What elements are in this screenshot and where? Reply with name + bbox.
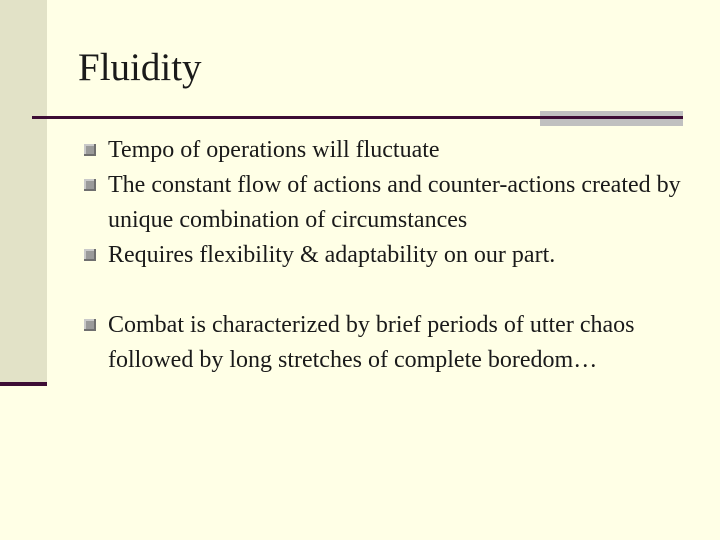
slide-title: Fluidity — [78, 46, 202, 89]
square-bullet-icon — [84, 249, 96, 261]
title-divider-accent-line — [540, 116, 683, 119]
square-bullet-icon — [84, 144, 96, 156]
bullet-text: Requires flexibility & adaptability on our part. — [108, 242, 556, 268]
square-bullet-icon — [84, 319, 96, 331]
bullet-text: Combat is characterized by brief periods of utter chaos followed by long stretches of complete boredom… — [108, 312, 635, 373]
bullet-list — [84, 133, 704, 378]
bullet-text: Tempo of operations will fluctuate — [108, 137, 440, 163]
square-bullet-icon — [84, 179, 96, 191]
bullet-item — [84, 238, 704, 273]
bullet-item — [84, 308, 704, 378]
bullet-item — [84, 133, 704, 168]
bullet-text: The constant flow of actions and counter-actions created by unique combination of circumstances — [108, 172, 681, 233]
left-accent-band — [0, 0, 47, 383]
bullet-item — [84, 168, 704, 238]
left-accent-rule — [0, 382, 47, 386]
